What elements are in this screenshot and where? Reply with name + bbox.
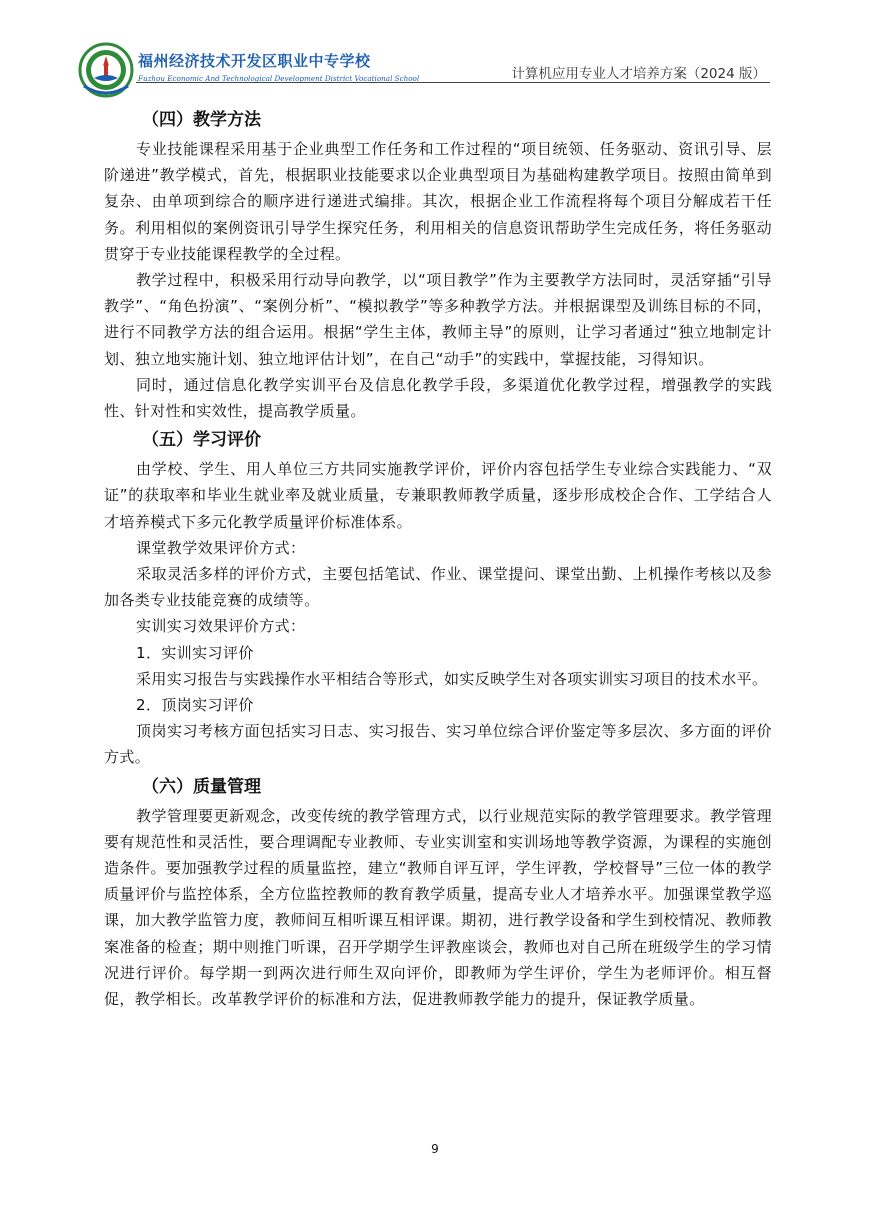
school-name-en: Fuzhou Economic And Technological Development District Vocational School	[138, 74, 420, 83]
paragraph: 由学校、学生、用人单位三方共同实施教学评价，评价内容包括学生专业综合实践能力、“双证”的获取率和毕业生就业率及就业质量，专兼职教师教学质量，逐步形成校企合作、工学结合人才培养模式下多元化教学质量评价标准体系。	[104, 460, 772, 531]
paragraph: 采取灵活多样的评价方式，主要包括笔试、作业、课堂提问、课堂出勤、上机操作考核以及参加各类专业技能竞赛的成绩等。	[104, 565, 772, 610]
header-divider	[136, 82, 770, 83]
paragraph: 同时，通过信息化教学实训平台及信息化教学手段，多渠道优化教学过程，增强教学的实践性、针对性和实效性，提高教学质量。	[104, 375, 772, 421]
paragraph: 教学过程中，积极采用行动导向教学，以“项目教学”作为主要教学方法同时，灵活穿插“引导教学”、“角色扮演”、“案例分析”、“模拟教学”等多种教学方法。并根据课型及训练目标的不同，进行不同教学方法的组合运用。根据“学生主体，教师主导”的原则，让学习者通过“独立地制定计划、独立地实施计划、独立地评估计划”，在自己“动手”的实践中，掌握技能，习得知识。	[104, 271, 772, 368]
page-header	[78, 42, 770, 98]
section-heading-learning-evaluation: （五）学习评价	[142, 430, 261, 451]
paragraph: 专业技能课程采用基于企业典型工作任务和工作过程的“项目统领、任务驱动、资讯引导、层阶递进”教学模式，首先，根据职业技能要求以企业典型项目为基础构建教学项目。按照由简单到复杂、由单项到综合的顺序进行递进式编排。其次，根据企业工作流程将每个项目分解成若干任务。利用相似的案例资讯引导学生探究任务，利用相关的信息资讯帮助学生完成任务，将任务驱动贯穿于专业技能课程教学的全过程。	[104, 140, 772, 263]
school-emblem-icon	[78, 42, 134, 98]
paragraph: 教学管理要更新观念，改变传统的教学管理方式，以行业规范实际的教学管理要求。教学管理要有规范性和灵活性，要合理调配专业教师、专业实训室和实训场地等教学资源，为课程的实施创造条件。要加强教学过程的质量监控，建立“教师自评互评，学生评教，学校督导”三位一体的教学质量评价与监控体系，全方位监控教师的教育教学质量，提高专业人才培养水平。加强课堂教学巡课，加大教学监管力度，教师间互相听课互相评课。期初，进行教学设备和学生到校情况、教师教案准备的检查；期中则推门听课，召开学期学生评教座谈会，教师也对自己所在班级学生的学习情况进行评价。每学期一到两次进行师生双向评价，即教师为学生评价，学生为老师评价。相互督促，教学相长。改革教学评价的标准和方法，促进教师教学能力的提升，保证教学质量。	[104, 806, 772, 1009]
school-name-cn: 福州经济技术开发区职业中专学校	[138, 52, 371, 70]
page-number: 9	[431, 1142, 439, 1156]
paragraph: 1．实训实习评价	[136, 643, 254, 662]
paragraph: 2．顶岗实习评价	[136, 696, 254, 715]
section-heading-quality-management: （六）质量管理	[142, 776, 261, 797]
section-heading-teaching-methods: （四）教学方法	[142, 110, 261, 130]
paragraph: 采用实习报告与实践操作水平相结合等形式，如实反映学生对各项实训实习项目的技术水平。	[136, 669, 768, 688]
page-content	[104, 104, 772, 1012]
paragraph: 实训实习效果评价方式：	[136, 617, 306, 636]
paragraph: 顶岗实习考核方面包括实习日志、实习报告、实习单位综合评价鉴定等多层次、多方面的评价方式。	[104, 722, 772, 767]
paragraph: 课堂教学效果评价方式：	[136, 538, 306, 557]
document-title: 计算机应用专业人才培养方案（2024 版）	[511, 66, 766, 82]
